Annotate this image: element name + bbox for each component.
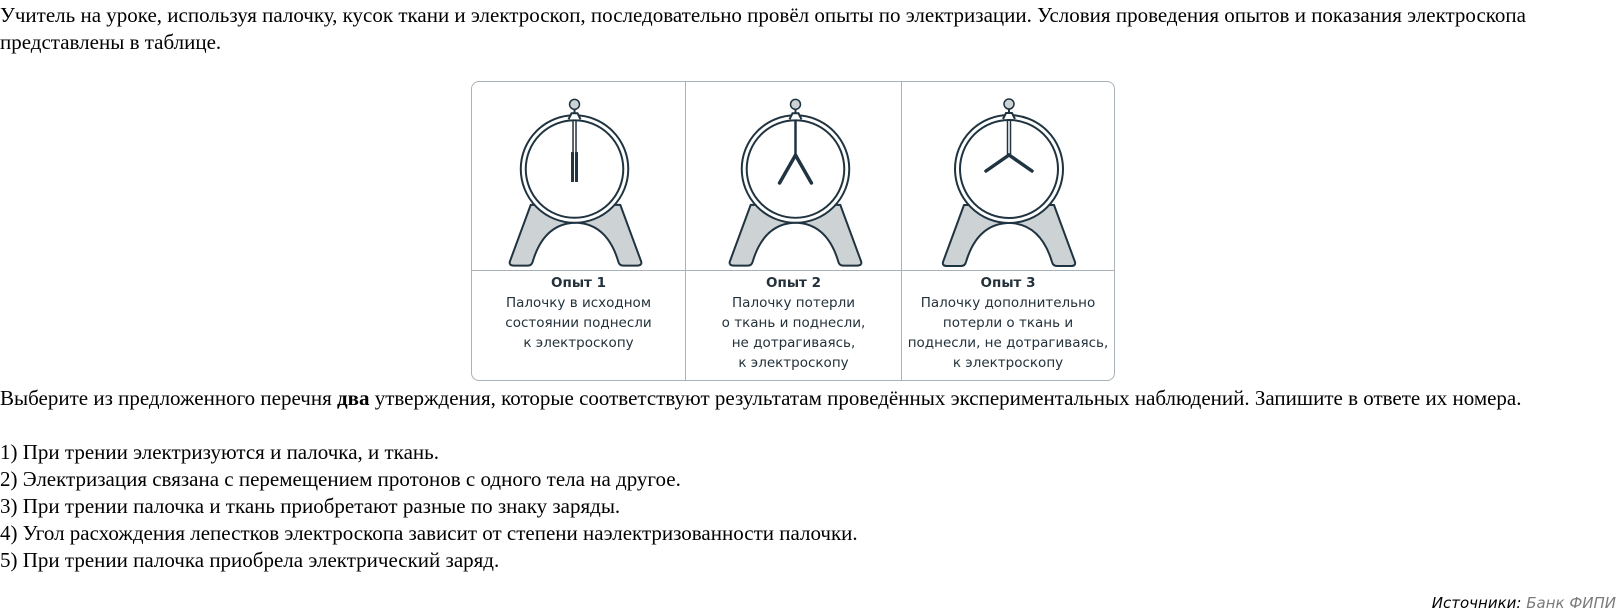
source-attribution bbox=[1432, 593, 1616, 613]
electroscope-large-divergence-icon bbox=[902, 82, 1114, 271]
answer-option-2: 2) Электризация связана с перемещением протонов с одного тела на другое. bbox=[0, 467, 681, 491]
experiment-title: Опыт 3 bbox=[980, 275, 1036, 291]
caption-line: к электроскопу bbox=[523, 335, 634, 351]
caption-line: поднесли, не дотрагиваясь, bbox=[907, 335, 1109, 351]
electroscope-image-3 bbox=[902, 82, 1114, 271]
question-emphasis: два bbox=[336, 386, 370, 410]
answer-option-3: 3) При трении палочка и ткань приобретают разные по знаку заряды. bbox=[0, 494, 621, 518]
answer-option-4: 4) Угол расхождения лепестков электроскопа зависит от степени наэлектризованности палочки. bbox=[0, 521, 858, 545]
electroscope-closed-icon bbox=[472, 82, 685, 271]
caption-line: Палочку в исходном bbox=[505, 295, 652, 311]
source-link[interactable]: Банк ФИПИ bbox=[1526, 594, 1616, 612]
experiment-caption-3 bbox=[902, 271, 1114, 380]
electroscope-image-1 bbox=[472, 82, 686, 271]
caption-line: потерли о ткань и bbox=[942, 315, 1074, 331]
experiments-table bbox=[471, 81, 1115, 381]
electroscope-image-2 bbox=[686, 82, 902, 271]
caption-line: к электроскопу bbox=[738, 355, 849, 371]
experiment-caption-1 bbox=[472, 271, 686, 380]
experiment-title: Опыт 1 bbox=[551, 275, 606, 291]
intro-text: Учитель на уроке, используя палочку, кусок ткани и электроскоп, последовательно провёл опыты по электризации. Условия проведения опытов и показания электроскопа представлены в таблице. bbox=[0, 3, 1526, 54]
caption-line: не дотрагиваясь, bbox=[731, 335, 856, 351]
source-label: Источники: bbox=[1431, 594, 1522, 612]
experiment-title: Опыт 2 bbox=[766, 275, 821, 291]
caption-line: о ткань и поднесли, bbox=[721, 315, 866, 331]
caption-line: к электроскопу bbox=[952, 355, 1064, 371]
answer-options-list bbox=[0, 439, 858, 574]
caption-line: Палочку дополнительно bbox=[920, 295, 1096, 311]
electroscope-small-divergence-icon bbox=[686, 82, 901, 271]
caption-line: состоянии поднесли bbox=[505, 315, 652, 331]
question-part: Выберите из предложенного перечня bbox=[0, 386, 337, 410]
question-text bbox=[0, 385, 1612, 412]
caption-line: Палочку потерли bbox=[732, 295, 855, 311]
answer-option-1: 1) При трении электризуются и палочка, и ткань. bbox=[0, 440, 439, 464]
experiment-caption-2 bbox=[686, 271, 902, 380]
answer-option-5: 5) При трении палочка приобрела электрический заряд. bbox=[0, 548, 500, 572]
question-part: утверждения, которые соответствуют результатам проведённых экспериментальных наблюдений. Запишите в ответе их номера. bbox=[369, 386, 1522, 410]
